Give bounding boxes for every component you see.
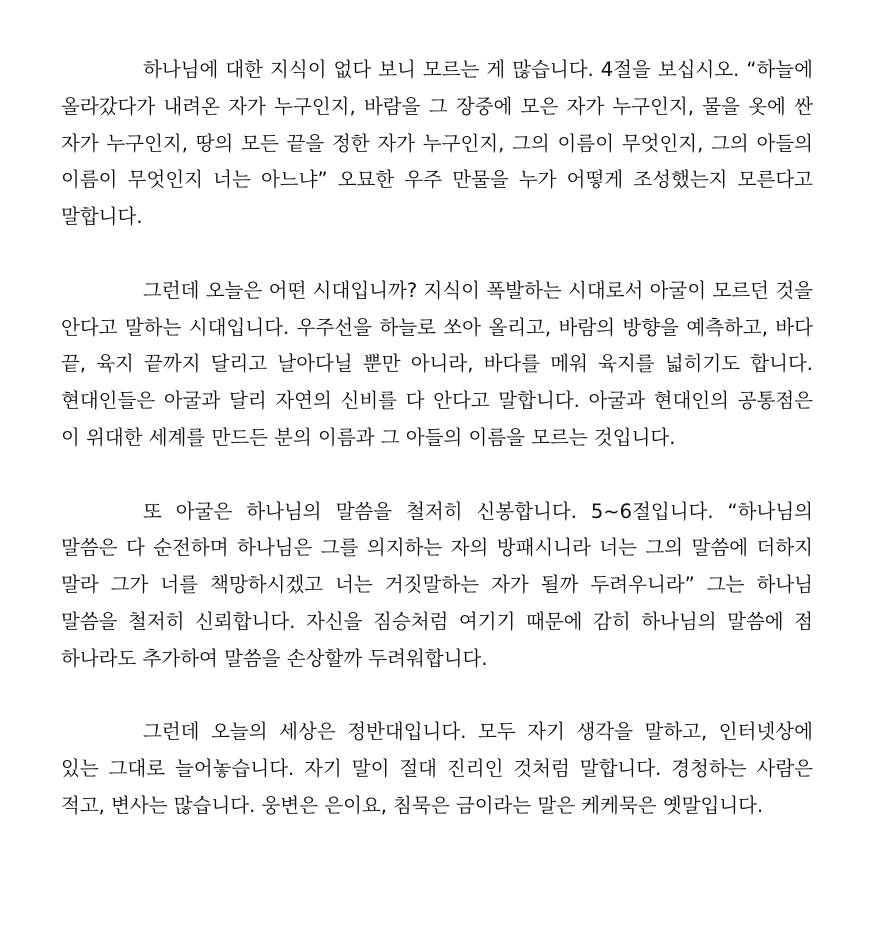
paragraph-4: 그런데 오늘의 세상은 정반대입니다. 모두 자기 생각을 말하고, 인터넷상에 있는 그대로 늘어놓습니다. 자기 말이 절대 진리인 것처럼 말합니다. 경청하는 사람은 적고, 변사는 많습니다. 웅변은 은이요, 침묵은 금이라는 말은 케케묵은 옛말입니다. [61,720,813,817]
paragraph-1: 하나님에 대한 지식이 없다 보니 모르는 게 많습니다. 4절을 보십시오. “하늘에 올라갔다가 내려온 자가 누구인지, 바람을 그 장중에 모은 자가 누구인지, 물을 옷에 싼 자가 누구인지, 땅의 모든 끝을 정한 자가 누구인지, 그의 이름이 무엇인지, 그의 아들의 이름이 무엇인지 너는 아느냐” 오묘한 우주 만물을 누가 어떻게 조성했는지 모른다고 말합니다. [61,58,813,229]
paragraph-2: 그런데 오늘은 어떤 시대입니까? 지식이 폭발하는 시대로서 아굴이 모르던 것을 안다고 말하는 시대입니다. 우주선을 하늘로 쏘아 올리고, 바람의 방향을 예측하고, 바다 끝, 육지 끝까지 달리고 날아다닐 뿐만 아니라, 바다를 메워 육지를 넓히기도 합니다. 현대인들은 아굴과 달리 자연의 신비를 다 안다고 말합니다. 아굴과 현대인의 공통점은 이 위대한 세계를 만드든 분의 이름과 그 아들의 이름을 모르는 것입니다. [61,278,813,449]
paragraph-3: 또 아굴은 하나님의 말씀을 철저히 신봉합니다. 5~6절입니다. “하나님의 말씀은 다 순전하며 하나님은 그를 의지하는 자의 방패시니라 너는 그의 말씀에 더하지 말라 그가 너를 책망하시겠고 너는 거짓말하는 자가 될까 두려우니라” 그는 하나님 말씀을 철저히 신뢰합니다. 자신을 짐승처럼 여기기 때문에 감히 하나님의 말씀에 점 하나라도 추가하여 말씀을 손상할까 두려워합니다. [61,499,813,670]
document-body [61,52,813,825]
